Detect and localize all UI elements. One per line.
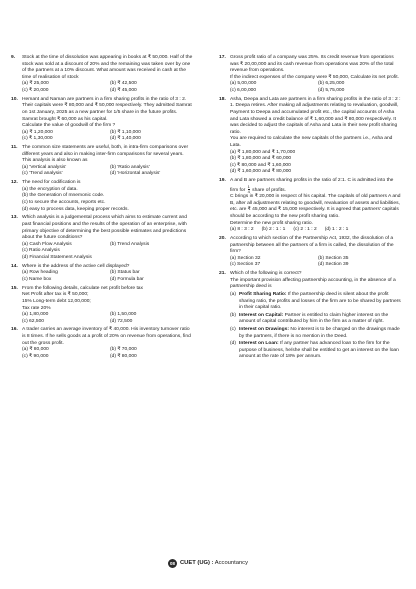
option-d: (d) ₹ 80,000 bbox=[110, 353, 137, 359]
option-d: (d) ₹ 1,60,000 and ₹ 80,000 bbox=[230, 169, 292, 175]
option-a: (a) ₹ 1,80,000 and ₹ 1,70,000 bbox=[230, 149, 296, 155]
exam-label: CUET (UG) : bbox=[180, 560, 214, 566]
question-10 bbox=[11, 97, 194, 143]
option-b: (b) 'Ratio analysis' bbox=[110, 164, 150, 170]
question-18 bbox=[219, 97, 402, 176]
option-a: (a) 'Vertical analysis' bbox=[22, 164, 67, 170]
question-text-part-2: share of profits. C brings in ₹ 20,000 in respect of his capital. The capitals of old partners A and B, after all adjustments relating to goodwill, revaluation of assets and liabilities, etc. are ₹ 45,000 and ₹ 15,000 respectively. It is agreed that partners' capitals should be according to the new profit sharing ratio. Determine the new profit sharing ratio. bbox=[230, 187, 401, 226]
options bbox=[230, 150, 402, 176]
footer-text bbox=[180, 560, 248, 566]
option-d: (d) 'Horizontal analysis' bbox=[110, 171, 161, 177]
statement-title: Profit Sharing Ratio: bbox=[239, 291, 287, 297]
left-column bbox=[11, 55, 194, 363]
option-a: (a) Cash Flow Analysis bbox=[22, 241, 72, 247]
question-9 bbox=[11, 55, 194, 95]
question-number: 10. bbox=[11, 96, 18, 102]
question-number: 13. bbox=[11, 215, 18, 221]
options bbox=[22, 187, 194, 213]
option-b: (b) ₹ 42,500 bbox=[110, 81, 137, 87]
options bbox=[230, 227, 402, 234]
option-d: (d) Section 39 bbox=[318, 262, 349, 268]
fraction-denominator: 4 bbox=[247, 188, 250, 194]
option-d: (d) Financial Statement Analysis bbox=[22, 254, 92, 260]
option-d: (d) ₹ 1,40,000 bbox=[110, 136, 141, 142]
option-b: (b) 2 : 1 : 1 bbox=[261, 227, 286, 233]
options bbox=[22, 130, 194, 143]
option-d: (d) Formula bar bbox=[110, 276, 144, 282]
statement-b bbox=[230, 313, 402, 326]
question-text: Gross profit ratio of a company was 25%. Its credit revenue from operations was ₹ 20,00,000 and its cash revenue from operations was 20% of the total revenue from operations. If the indirect expenses of the company were ₹ 50,000, Calculate its net profit. bbox=[230, 55, 399, 80]
question-text: Where is the address of the active cell displayed? bbox=[22, 263, 130, 269]
question-number: 11. bbox=[11, 145, 18, 151]
question-number: 19. bbox=[219, 178, 226, 184]
option-d: (d) 72,500 bbox=[110, 318, 133, 324]
question-21 bbox=[219, 271, 402, 361]
options bbox=[22, 347, 194, 360]
statement-label: (b) bbox=[230, 312, 236, 318]
option-a: (a) the encryption of data. bbox=[22, 186, 78, 192]
options bbox=[22, 312, 194, 325]
options bbox=[22, 270, 194, 283]
option-b: (b) ₹ 1,10,000 bbox=[110, 129, 141, 135]
option-a: (a) Row heading bbox=[22, 270, 58, 276]
question-16 bbox=[11, 327, 194, 360]
option-c: (c) Ratio Analysis bbox=[22, 248, 60, 254]
question-13 bbox=[11, 215, 194, 261]
statement-label: (c) bbox=[230, 326, 236, 332]
question-20 bbox=[219, 236, 402, 269]
question-number: 21. bbox=[219, 271, 226, 277]
question-text: Which analysis is a judgemental process which aims to estimate current and past financial positions and the results of the operation of an enterprise, with primary objective of determining the best possible estimates and predictions about the future conditions? bbox=[22, 215, 187, 241]
statement-a bbox=[230, 292, 402, 312]
statement-title: Interest on Loan: bbox=[239, 341, 279, 347]
right-column bbox=[219, 55, 402, 363]
option-a: (a) 8 : 3 : 2 bbox=[230, 227, 254, 233]
option-c: (c) 6,00,000 bbox=[230, 87, 257, 93]
statement-label: (a) bbox=[230, 291, 236, 297]
question-14 bbox=[11, 264, 194, 284]
options bbox=[22, 81, 194, 94]
statement-c bbox=[230, 327, 402, 340]
option-a: (a) 5,00,000 bbox=[230, 81, 257, 87]
question-text bbox=[230, 178, 402, 227]
question-number: 9. bbox=[11, 55, 16, 60]
question-text-part-1: A and B are partners sharing profits in the ratio of 2:1. C is admitted into the firm for bbox=[230, 178, 394, 193]
question-19 bbox=[219, 178, 402, 234]
question-text: The common size statements are useful, both, in intra-firm comparisons over different years and also in making inter-firm comparisons for several years. This analysis is also known as bbox=[22, 145, 189, 164]
share-fraction bbox=[248, 185, 250, 194]
question-text: Stock at the time of dissolution was appearing in books at ₹ 50,000. Half of the stock was sold at a discount of 20% and the remaining was taken over by one of the partners at a 10% discount. What amount was received in cash at the time of realisation of stock bbox=[22, 55, 193, 80]
statement-label: (d) bbox=[230, 341, 236, 347]
option-b: (b) Status bar bbox=[110, 270, 140, 276]
question-number: 18. bbox=[219, 96, 226, 102]
question-15 bbox=[11, 286, 194, 326]
option-c: (c) ₹ 80,000 and ₹ 1,60,000 bbox=[230, 162, 291, 168]
fraction-numerator: 1 bbox=[247, 183, 250, 189]
option-c: (c) ₹ 1,30,000 bbox=[22, 136, 53, 142]
option-a: (a) ₹ 80,000 bbox=[22, 347, 49, 353]
options bbox=[230, 256, 402, 269]
options bbox=[230, 81, 402, 94]
statement-d bbox=[230, 341, 402, 361]
option-b: (b) Section 35 bbox=[318, 255, 349, 261]
option-d: (d) 1 : 2 : 1 bbox=[324, 227, 349, 233]
option-a: (a) ₹ 25,000 bbox=[22, 81, 49, 87]
statement-list bbox=[230, 292, 402, 361]
option-c: (c) Section 37 bbox=[230, 262, 261, 268]
subject-label: Accountancy bbox=[213, 560, 248, 566]
option-d: (d) 5,75,000 bbox=[318, 87, 345, 93]
option-b: (b) ₹ 70,000 bbox=[110, 347, 137, 353]
option-c: (c) to secure the accounts, reports etc. bbox=[22, 200, 106, 206]
option-d: (d) easy to process data, keeping proper records. bbox=[22, 206, 129, 212]
statement-body: No interest is to be charged on the drawings made by the partners, if there is no mention in the Deed. bbox=[239, 326, 400, 339]
question-number: 17. bbox=[219, 55, 226, 60]
option-c: (c) 'Trend analysis' bbox=[22, 171, 63, 177]
question-text: A trader carries an average inventory of ₹ 40,000. His inventory turnover ratio is 8 times. If he sells goods at a profit of 20% on revenue from operations, find out the gross profit. bbox=[22, 327, 191, 346]
question-text: Which of the following is correct? The important provision affecting partnership accounting, in the absence of a partnership deed is bbox=[230, 271, 396, 290]
option-c: (c) Name box bbox=[22, 276, 52, 282]
option-c: (c) ₹ 20,000 bbox=[22, 87, 49, 93]
option-a: (a) Section 32 bbox=[230, 255, 261, 261]
option-c: (c) 2 : 1 : 2 bbox=[293, 227, 317, 233]
options-continued bbox=[22, 248, 194, 261]
statement-body: If any partner has advanced loan to the firm for the purpose of business, he/she shall be entitled to get an interest on the loan amount at the rate of 18% per annum. bbox=[239, 341, 399, 360]
question-text: The need for codification is bbox=[22, 180, 81, 186]
option-d: (d) ₹ 45,000 bbox=[110, 87, 137, 93]
statement-body: If the partnership deed is silent about the profit sharing ratio, the profits and losses of the firm are to be shared by partners in their capital ratio. bbox=[239, 291, 401, 311]
page-footer bbox=[0, 558, 416, 568]
option-b: (b) 6,25,000 bbox=[318, 81, 345, 87]
option-c: (c) ₹ 90,000 bbox=[22, 353, 49, 359]
page-number-badge: 08 bbox=[168, 559, 177, 568]
question-number: 14. bbox=[11, 263, 18, 269]
question-17 bbox=[219, 55, 402, 95]
statement-title: Interest on Drawings: bbox=[239, 326, 290, 332]
question-text: According to which section of the Partnership Act, 1932, the dissolution of a partnership between all the partners of a firm is called, the dissolution of the firm? bbox=[230, 236, 394, 255]
statement-body: Partner is entitled to claim higher interest on the amount of capital contributed by him in the firm as a matter of right. bbox=[239, 312, 389, 325]
statement-title: Interest on Capital: bbox=[239, 312, 284, 318]
options bbox=[22, 165, 194, 178]
option-b: (b) Trend Analysis bbox=[110, 241, 150, 247]
question-11 bbox=[11, 145, 194, 178]
option-b: (b) ₹ 1,80,000 and ₹ 60,000 bbox=[230, 156, 292, 162]
question-text: Hemant and Naman are partners in a firm sharing profits in the ratio of 3 : 2. Their capitals were ₹ 80,000 and ₹ 50,000 respectively. They admitted Samrat on 1st January, 2025 as a new partner for 1/5 share in the future profits. Samrat brought ₹ 60,000 as his capital. Calculate the value of goodwill of the firm ? bbox=[22, 96, 192, 129]
option-b: (b) 1,50,000 bbox=[110, 312, 137, 318]
question-12 bbox=[11, 180, 194, 213]
option-b: (b) the Generation of mnemonic code. bbox=[22, 193, 105, 199]
option-a: (a) ₹ 1,20,000 bbox=[22, 129, 53, 135]
question-number: 16. bbox=[11, 327, 18, 333]
question-number: 20. bbox=[219, 236, 226, 241]
option-a: (a) 1,80,000 bbox=[22, 312, 49, 318]
question-text: From the following details, calculate net profit before tax Net Profit after tax is ₹ 50,000; 15% Long-term debt 12,00,000; Tax rate 20% bbox=[22, 285, 143, 311]
question-text: Asha, Deepa and Lata are partners in a firm sharing profits in the ratio of 3 : 2 : 1. Deepa retires. After making all adjustments relating to revaluation, goodwill, Payment to Deepa and accumulated profit etc., the capital accounts of Asha and Lata showed a credit balance of ₹ 1,60,000 and ₹ 80,000 respectively. It was decided to adjust the capitals of Asha and Lata in their new profit sharing ratio. You are required to calculate the new capitals of the partners i.e., Asha and Lata. bbox=[230, 96, 401, 148]
question-number: 12. bbox=[11, 180, 18, 186]
question-number: 15. bbox=[11, 285, 18, 291]
option-c: (c) 62,500 bbox=[22, 318, 45, 324]
